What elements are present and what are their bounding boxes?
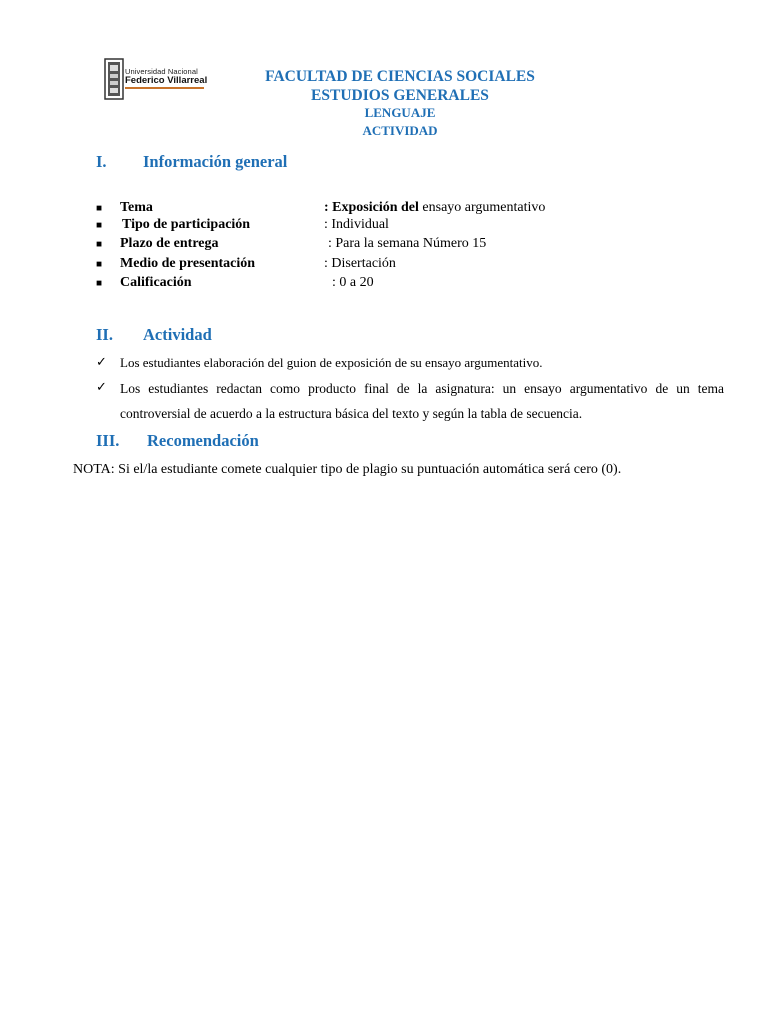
square-bullet-icon: ■ xyxy=(96,259,103,270)
square-bullet-icon: ■ xyxy=(96,278,103,289)
info-item-calificacion xyxy=(96,275,656,293)
plagiarism-note: NOTA: Si el/la estudiante comete cualquier tipo de plagio su puntuación automática será cero (0). xyxy=(73,462,622,477)
info-value: : Disertación xyxy=(324,256,396,271)
logo-accent-bar xyxy=(125,87,204,89)
section-number: II. xyxy=(96,325,113,344)
section-title: Información general xyxy=(143,152,288,171)
info-item-tema xyxy=(96,200,656,218)
info-value-text: ensayo argumentativo xyxy=(418,200,546,215)
university-logo xyxy=(104,58,208,100)
info-value-bold: : Exposición del xyxy=(324,200,419,215)
university-seal-icon xyxy=(104,58,124,100)
square-bullet-icon: ■ xyxy=(96,239,103,250)
activity-item xyxy=(96,355,724,375)
info-item-medio xyxy=(96,256,656,274)
logo-text-line2: Federico Villarreal xyxy=(125,75,208,86)
square-bullet-icon: ■ xyxy=(96,220,103,231)
logo-text-line1: Universidad Nacional xyxy=(125,67,198,76)
square-bullet-icon: ■ xyxy=(96,203,103,214)
info-label: Plazo de entrega xyxy=(120,236,219,251)
section-title: Actividad xyxy=(143,325,212,344)
checkmark-icon: ✓ xyxy=(96,355,107,370)
info-item-tipo xyxy=(96,217,656,235)
activity-item xyxy=(96,376,724,428)
activity-text: Los estudiantes elaboración del guion de exposición de su ensayo argumentativo. xyxy=(120,355,543,370)
section-title: Recomendación xyxy=(147,431,259,450)
activity-text: Los estudiantes redactan como producto final de la asignatura: un ensayo argumentativo de un tema controversial de acuerdo a la estructura básica del texto y según la tabla de secuencia. xyxy=(120,381,724,421)
faculty-title: FACULTAD DE CIENCIAS SOCIALES xyxy=(265,68,535,85)
info-value: : 0 a 20 xyxy=(332,275,374,290)
checkmark-icon: ✓ xyxy=(96,380,107,395)
info-value: : Para la semana Número 15 xyxy=(328,236,487,251)
section-number: I. xyxy=(96,152,107,171)
studies-title: ESTUDIOS GENERALES xyxy=(311,87,489,104)
info-value xyxy=(324,200,545,216)
section-number: III. xyxy=(96,431,120,450)
course-title: LENGUAJE xyxy=(364,105,436,120)
info-value: : Individual xyxy=(324,217,389,232)
info-label: Medio de presentación xyxy=(120,256,256,271)
info-label: Calificación xyxy=(120,275,192,290)
activity-title: ACTIVIDAD xyxy=(362,123,438,138)
info-label: Tema xyxy=(120,200,153,215)
info-label: Tipo de participación xyxy=(122,217,251,232)
info-item-plazo xyxy=(96,236,656,254)
